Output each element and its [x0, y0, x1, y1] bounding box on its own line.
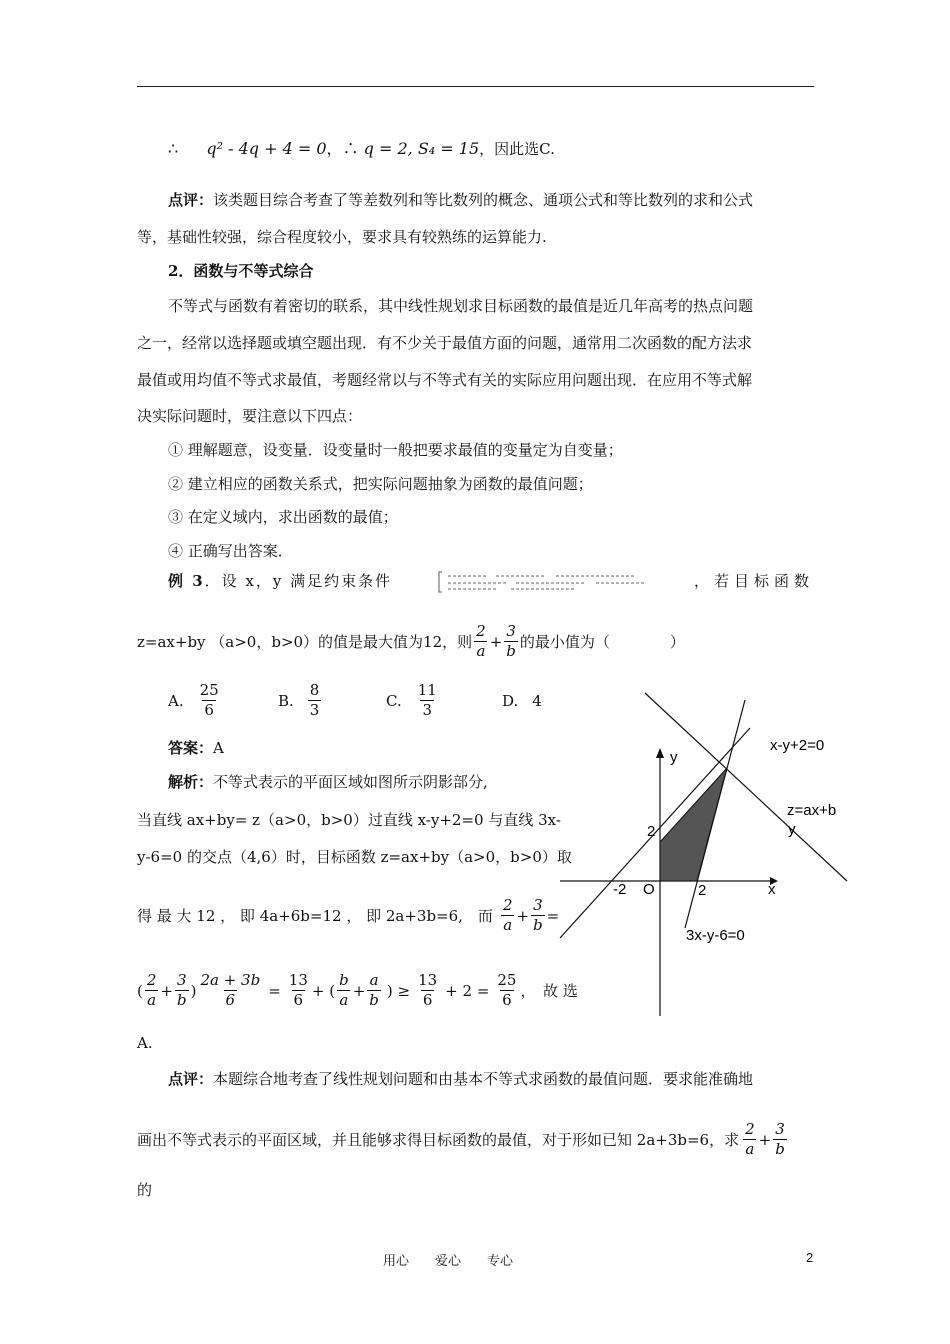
- fraction-13-over-6: [287, 971, 310, 1010]
- plus-two: + 2 =: [445, 981, 490, 1000]
- comment-text: 该类题目综合考查了等差数列和等比数列的概念、通项公式和等比数列的求和公式: [213, 191, 754, 209]
- origin-label: O: [643, 881, 655, 898]
- point-4: ④ 正确写出答案．: [168, 542, 293, 560]
- comment1-line2: 等，基础性较强，综合程度较小，要求具有较熟练的运算能力.: [137, 228, 547, 246]
- fraction-13-over-6: [416, 971, 439, 1010]
- plus-sign: +: [160, 981, 173, 1000]
- frac-den: b: [369, 991, 379, 1009]
- point-2: ② 建立相应的函数关系式，把实际问题抽象为函数的最值问题；: [168, 475, 593, 493]
- section-para-line1: 不等式与函数有着密切的联系，其中线性规划求目标函数的最值是近几年高考的热点问题: [168, 297, 754, 315]
- frac-num: 3: [506, 622, 516, 640]
- objective-label-y: y: [788, 821, 796, 838]
- answer-value: A: [213, 739, 224, 757]
- fraction-3-over-b: [773, 1120, 787, 1159]
- option-d: [502, 691, 542, 711]
- comment-text: 画出不等式表示的平面区域，并且能够求得目标函数的最值，对于形如已知 2a+3b=6，求: [137, 1130, 740, 1149]
- frac-den: 6: [293, 991, 304, 1009]
- frac-num: 11: [417, 681, 437, 699]
- frac-num: b: [339, 971, 349, 989]
- point-1: ① 理解题意，设变量．设变量时一般把要求最值的变量定为自变量；: [168, 441, 623, 459]
- analysis-text: 得 最 大 12 ， 即 4a+6b=12 ， 即 2a+3b=6, 而: [137, 906, 493, 925]
- plus-paren: + (: [311, 981, 336, 1000]
- frac-den: 6: [502, 991, 512, 1009]
- option-value: 4: [532, 692, 542, 710]
- frac-den: b: [533, 916, 543, 934]
- option-label: B.: [278, 691, 294, 710]
- choice-text: ，因此选C.: [479, 140, 555, 158]
- right-paren: ): [190, 981, 197, 1000]
- comment2-line2: [137, 1120, 789, 1159]
- prev-solution-line: [168, 136, 555, 159]
- comment1-line1: [168, 190, 753, 210]
- example-intro: ．设 x，y 满足约束条件: [204, 572, 393, 590]
- analysis-label: 解析：: [168, 773, 214, 791]
- fraction-2-over-a: [145, 971, 159, 1010]
- frac-num: 2: [502, 896, 513, 914]
- therefore-symbol-2: ∴: [342, 139, 359, 158]
- option-label: D.: [502, 692, 519, 710]
- option-label: A.: [168, 691, 184, 710]
- frac-den: 6: [422, 991, 433, 1009]
- frac-num: 13: [418, 971, 438, 989]
- fraction-a-over-b: [367, 971, 381, 1010]
- plus-sign: +: [352, 981, 366, 1000]
- comment-label: 点评：: [168, 191, 214, 209]
- frac-den: 6: [204, 701, 214, 719]
- option-label: C.: [386, 691, 402, 710]
- frac-num: 2a + 3b: [200, 971, 261, 989]
- ge-sign: ) ≥: [386, 981, 411, 1000]
- fraction-b-over-a: [337, 971, 351, 1010]
- separator: ，: [326, 139, 343, 158]
- fraction-2-over-a: [501, 896, 515, 935]
- example3-after: ，若目标函数: [694, 572, 815, 590]
- option-fraction: [198, 681, 221, 720]
- comment-text: 本题综合地考查了线性规划问题和由基本不等式求函数的最值问题．要求能准确地: [213, 1070, 754, 1088]
- line2-pre: z=ax+by （a>0，b>0）的值是最大值为12，则: [137, 632, 473, 651]
- frac-den: b: [176, 991, 187, 1009]
- example-label: 例 3: [168, 572, 205, 590]
- frac-den: a: [745, 1140, 755, 1158]
- section-para-line3: 最值或用均值不等式求最值，考题经常以与不等式有关的实际应用问题出现．在应用不等式解: [137, 371, 753, 389]
- frac-den: b: [775, 1140, 785, 1158]
- footer-slogan: 用心 爱心 专心: [383, 1254, 514, 1269]
- comment2-line3: 的: [137, 1181, 153, 1199]
- frac-num: a: [369, 971, 379, 989]
- option-a: [168, 681, 223, 720]
- section-para-line4: 决实际问题时，要注意以下四点：: [137, 407, 363, 425]
- frac-num: 25: [199, 681, 219, 699]
- frac-den: b: [506, 642, 516, 660]
- fraction-2a3b-over-6: [198, 971, 262, 1010]
- fraction-3-over-b: [175, 971, 189, 1010]
- section-heading: 2．函数与不等式综合: [168, 262, 314, 280]
- fraction-25-over-6: [495, 971, 518, 1010]
- frac-num: 8: [309, 681, 320, 699]
- frac-num: 2: [745, 1120, 755, 1138]
- frac-den: 3: [309, 701, 320, 719]
- frac-num: 13: [288, 971, 308, 989]
- analysis-line3: y-6=0 的交点（4,6）时，目标函数 z=ax+by（a>0，b>0）取: [137, 848, 572, 866]
- plus-sign: +: [516, 906, 530, 925]
- equals-sign: =: [546, 906, 560, 925]
- fraction-3-over-b: [531, 896, 545, 935]
- final-choice: A.: [137, 1034, 153, 1052]
- section-para-line2: 之一，经常以选择题或填空题出现．有不少关于最值方面的问题，通常用二次函数的配方法求: [137, 334, 753, 352]
- feasible-region-graph: [550, 688, 850, 1018]
- equation-q: q² - 4q + 4 = 0: [206, 139, 327, 158]
- analysis-line4: [137, 896, 559, 935]
- equation-s4: q = 2, S₄ = 15: [363, 139, 480, 158]
- y-axis-arrow: [656, 748, 664, 758]
- frac-num: 25: [497, 971, 517, 989]
- frac-num: 3: [775, 1120, 785, 1138]
- frac-den: 3: [422, 701, 433, 719]
- comment2-line1: [168, 1069, 753, 1089]
- objective-label: z=ax+b: [787, 802, 837, 819]
- example3-line2: [137, 622, 685, 661]
- frac-num: 3: [177, 971, 187, 989]
- frac-den: a: [476, 642, 486, 660]
- y-axis-label: y: [670, 749, 678, 766]
- fraction-2-over-a: [743, 1120, 757, 1159]
- fraction-2-over-a: [474, 622, 488, 661]
- frac-den: a: [339, 991, 349, 1009]
- point-3: ③ 在定义域内，求出函数的最值；: [168, 508, 398, 526]
- option-b: [278, 681, 323, 720]
- feasible-region: [660, 768, 727, 881]
- header-rule: [137, 86, 814, 87]
- line2-label: 3x-y-6=0: [686, 927, 745, 944]
- analysis-text: 不等式表示的平面区域如图所示阴影部分,: [213, 773, 488, 791]
- option-fraction: [308, 681, 322, 720]
- constraint-system-image: [436, 570, 656, 594]
- conclusion-text: ， 故 选: [520, 981, 578, 1000]
- equals-sign: =: [268, 981, 281, 1000]
- frac-num: 2: [476, 622, 486, 640]
- option-c: [386, 681, 441, 720]
- equation-line: [137, 971, 578, 1010]
- line1-label: x-y+2=0: [770, 737, 825, 754]
- frac-den: a: [147, 991, 157, 1009]
- comment-label: 点评：: [168, 1070, 214, 1088]
- page-number: 2: [806, 1250, 814, 1265]
- example3-line1: [168, 571, 392, 591]
- fraction-3-over-b: [504, 622, 518, 661]
- x-intercept-label: 2: [698, 882, 707, 899]
- left-paren: (: [137, 981, 143, 1000]
- line2-post: 的最小值为（ ）: [519, 632, 685, 651]
- frac-den: a: [503, 916, 513, 934]
- frac-num: 3: [533, 896, 543, 914]
- frac-den: 6: [225, 991, 236, 1009]
- answer-label: 答案：: [168, 739, 214, 757]
- plus-sign: +: [489, 632, 503, 651]
- plus-sign: +: [758, 1130, 772, 1149]
- y-intercept-label: 2: [647, 823, 656, 840]
- answer-line: [168, 738, 224, 758]
- analysis-line1: [168, 772, 488, 792]
- frac-num: 2: [146, 971, 157, 989]
- option-fraction: [416, 681, 439, 720]
- therefore-symbol: ∴: [168, 139, 179, 158]
- analysis-line2: 当直线 ax+by= z（a>0，b>0）过直线 x-y+2=0 与直线 3x-: [137, 811, 561, 829]
- x-axis-label: x: [768, 881, 776, 898]
- neg-two-label: -2: [613, 881, 627, 898]
